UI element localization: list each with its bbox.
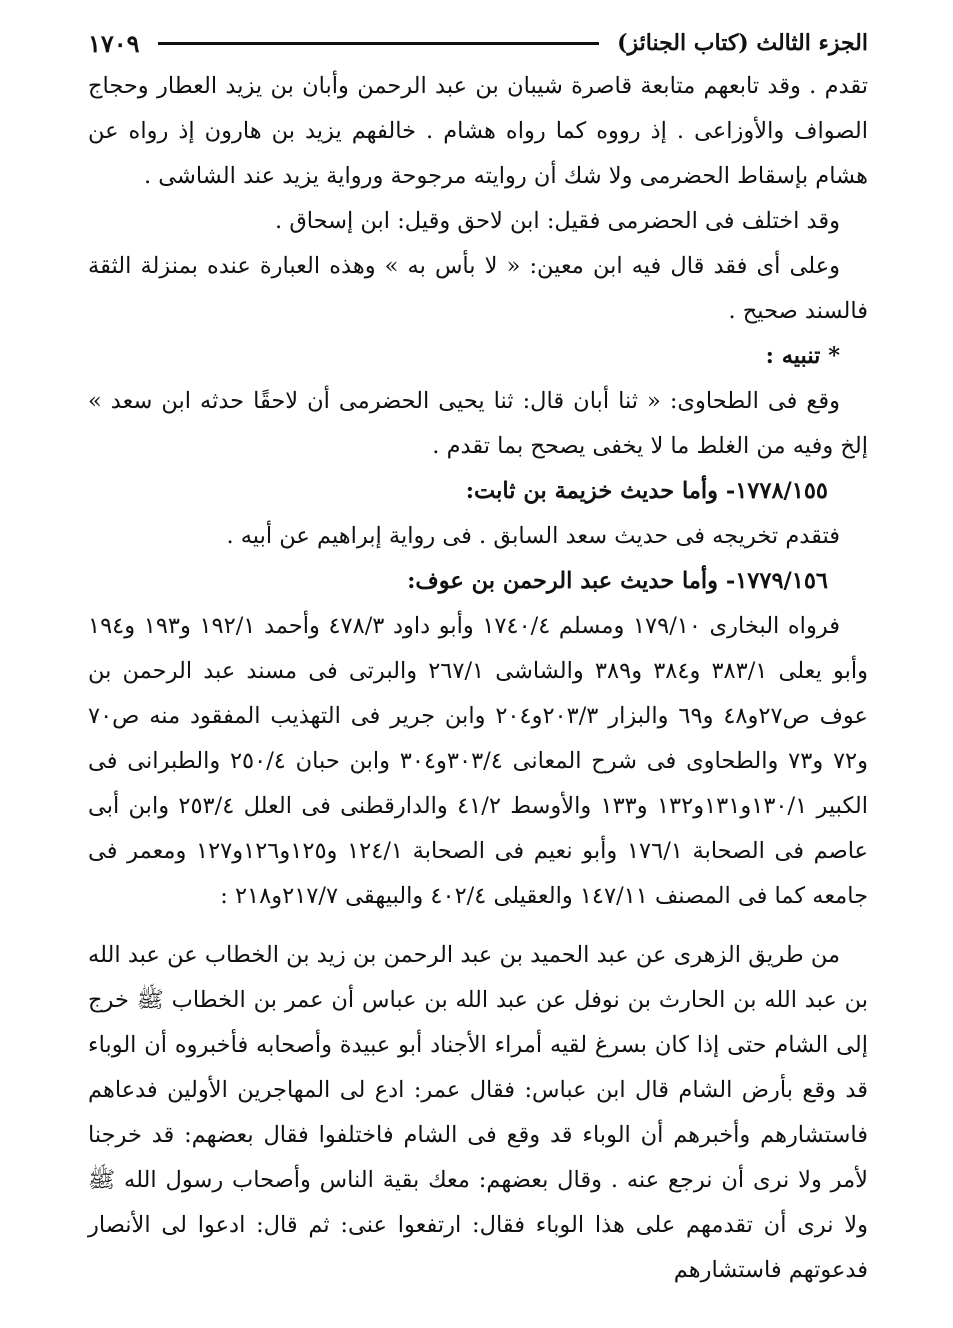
paragraph-bibliography: فرواه البخارى ١٧٩/١٠ ومسلم ١٧٤٠/٤ وأبو داود ٤٧٨/٣ وأحمد ١٩٢/١ و١٩٣ و١٩٤ وأبو يعلى ٣٨٣/١ و٣٨٤ و٣٨٩ والشاشى ٢٦٧/١ والبرتى فى مسند عبد الرحمن بن عوف ص٢٧و٤٨ و٦٩ والبزار ٢٠٣/٣و٢٠٤ وابن جرير فى التهذيب المفقود منه ص٧٠ و٧٢ و٧٣ والطحاوى فى شرح المعانى ٣٠٣/٤و٣٠٤ وابن حبان ٢٥٠/٤ والطبرانى فى الكبير ١٣٠/١و١٣١و١٣٢ و١٣٣ والأوسط ٤١/٢ والدارقطنى فى العلل ٢٥٣/٤ وابن أبى عاصم فى الصحابة ١٧٦/١ وأبو نعيم فى الصحابة ١٢٤/١ و١٢٥و١٢٦و١٢٧ ومعمر فى جامعه كما فى المصنف ١٤٧/١١ والعقيلى ٤٠٢/٤ والبيهقى ٢١٧/٧و٢١٨ : (88, 613, 868, 909)
page-header (88, 22, 868, 64)
paragraph-ibn-maeen: وعلى أى فقد قال فيه ابن معين: « لا بأس به » وهذه العبارة عنده بمنزلة الثقة فالسند صحيح . (88, 253, 868, 324)
paragraph-tahawi: وقع فى الطحاوى: « ثنا أبان قال: ثنا يحيى الحضرمى أن لاحقًا حدثه ابن سعد » إلخ وفيه من الغلط ما لا يخفى يصحح بما تقدم . (88, 388, 868, 459)
note-label: * تنبيه : (765, 343, 840, 369)
page-body (88, 64, 868, 1293)
header-rule (158, 42, 600, 45)
paragraph-hadith-text: من طريق الزهرى عن عبد الحميد بن عبد الرحمن بن زيد بن الخطاب عن عبد الله بن عبد الله بن الحارث بن نوفل عن عبد الله بن عباس أن عمر بن الخطاب ﷺ خرج إلى الشام حتى إذا كان بسرغ لقيه أمراء الأجناد أبو عبيدة وأصحابه فأخبروه أن الوباء قد وقع بأرض الشام قال ابن عباس: فقال عمر: ادع لى المهاجرين الأولين فدعاهم فاستشارهم وأخبرهم أن الوباء قد وقع فى الشام فاختلفوا فقال بعضهم: قد خرجنا لأمر ولا نرى أن نرجع عنه . وقال بعضهم: معك بقية الناس وأصحاب رسول الله ﷺ ولا نرى أن تقدمهم على هذا الوباء فقال: ارتفعوا عنى: ثم قال: ادعوا لى الأنصار فدعوتهم فاستشارهم (88, 942, 868, 1283)
paragraph-continuation: تقدم . وقد تابعهم متابعة قاصرة شيبان بن عبد الرحمن وأبان بن يزيد العطار وحجاج الصواف والأوزاعى . إذ رووه كما رواه هشام . خالفهم يزيد بن هارون إذ رواه عن هشام بإسقاط الحضرمى ولا شك أن روايته مرجوحة ورواية يزيد عند الشاشى . (88, 73, 868, 189)
running-title: الجزء الثالث (كتاب الجنائز) (617, 30, 868, 56)
paragraph-takhrij-saad: فتقدم تخريجه فى حديث سعد السابق . فى رواية إبراهيم عن أبيه . (226, 523, 840, 549)
section-heading-khuzayma: ١٧٧٨/١٥٥- وأما حديث خزيمة بن ثابت: (465, 478, 828, 504)
page-number: ١٧٠٩ (88, 28, 140, 58)
section-heading-abdulrahman: ١٧٧٩/١٥٦- وأما حديث عبد الرحمن بن عوف: (407, 568, 828, 594)
book-page (88, 22, 868, 1293)
paragraph-hadrami: وقد اختلف فى الحضرمى فقيل: ابن لاحق وقيل: ابن إسحاق . (275, 208, 840, 234)
paragraph-gap (88, 919, 868, 933)
